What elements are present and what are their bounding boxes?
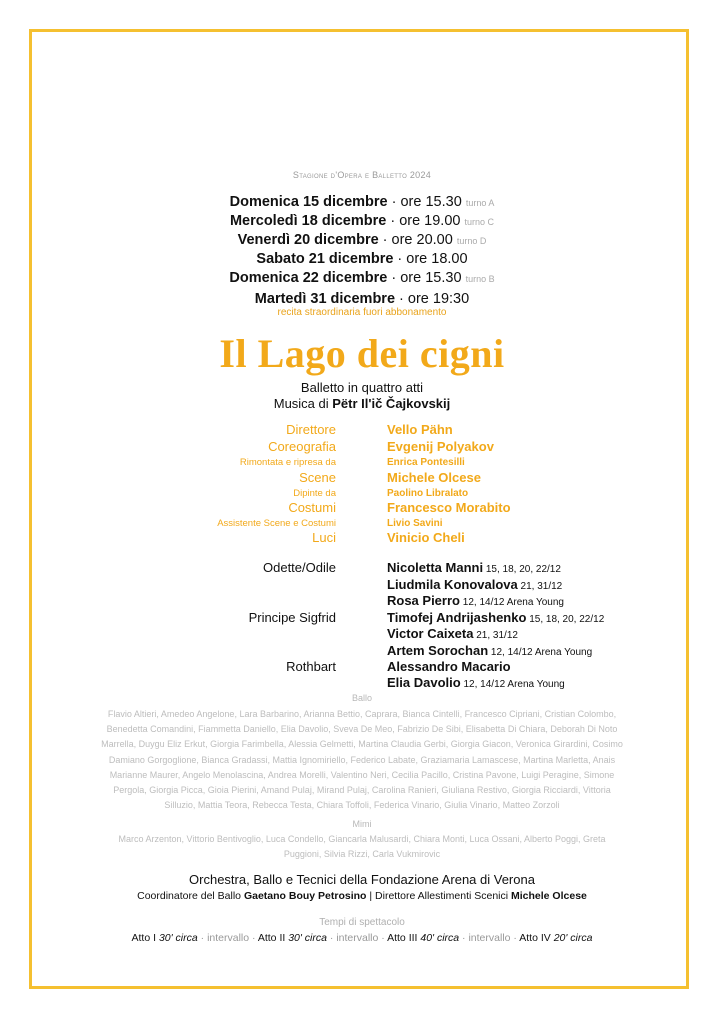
cast-row: Odette/Odile Nicoletta Manni 15, 18, 20, 22/12 <box>263 560 561 575</box>
cast-row: Elia Davolio 12, 14/12 Arena Young <box>387 675 565 690</box>
subtitle-line: Balletto in quattro atti <box>300 380 424 395</box>
date-line: Venerdì 20 dicembre · ore 20.00 turno D <box>237 232 487 248</box>
tempi-heading: Tempi di spettacolo <box>319 917 405 928</box>
date-line: Mercoledì 18 dicembre · ore 19.00 turno C <box>229 213 495 229</box>
special-note: recita straordinaria fuori abbonamento <box>277 307 447 318</box>
cast-row: Principe Sigfrid Timofej Andrijashenko 15, 18, 20, 22/12 <box>248 610 605 625</box>
ballo-members: Flavio Altieri, Amedeo Angelone, Lara Barbarino, Arianna Bettio, Caprara, Bianca Cintelli, Francesco Cipriani, Cristian Colombo, Benedetta Comandini, Fiammetta Daniello, Elia Davolio, Sveva De Meo, Fabrizio De Sibi, Elisabetta Di Chiara, Deborah Di Noto Marrella, Duygu Eliz Erkut, Giorgia Farimbella, Alessia Gelmetti, Martina Claudia Gerbi, Giorgia Giacon, Veronica Girardini, Cosimo Damiano Gorgoglione, Bianca Gradassi, Mattia Ignomiriello, Federico Labate, Graziamaria Lamascese, Martina Marletta, Anais Marianne Maurer, Angelo Menolascina, Andrea Morelli, Valentino Neri, Cecilia Pacillo, Cristina Pavone, Luigi Peragine, Simone Pergola, Giorgia Picca, Gioia Pierini, Amand Pulaj, Mirand Pulaj, Carolina Ranieri, Giuliana Restivo, Giorgia Ricciardi, Vittoria Silluzio, Mattia Teora, Rebecca Testa, Chiara Toffoli, Federica Vinario, Giulia Vinario, Matteo Zorzoli <box>101 709 623 811</box>
date-line: Sabato 21 dicembre · ore 18.00 <box>256 251 468 267</box>
subtitle <box>0 380 724 412</box>
cast-row: Victor Caixeta 21, 31/12 <box>387 626 518 641</box>
credit-row: Dipinte da Paolino Libralato <box>293 488 469 499</box>
cast-row: Liudmila Konovalova 21, 31/12 <box>387 577 563 592</box>
credit-row: Rimontata e ripresa da Enrica Pontesilli <box>239 457 465 468</box>
special-date: Martedì 31 dicembre · ore 19:30 <box>254 291 470 307</box>
season-label: Stagione d'Opera e Balletto 2024 <box>292 170 432 180</box>
cast-row: Rothbart Alessandro Macario <box>286 659 511 674</box>
mimi-heading: Mimi <box>352 819 372 829</box>
orchestra-line: Orchestra, Ballo e Tecnici della Fondazione Arena di Verona <box>189 872 535 887</box>
ballo-heading: Ballo <box>351 693 372 703</box>
credit-row: Luci Vinicio Cheli <box>312 530 465 545</box>
date-line: Domenica 22 dicembre · ore 15.30 turno B <box>229 270 495 286</box>
mimi-members: Marco Arzenton, Vittorio Bentivoglio, Luca Condello, Giancarla Malusardi, Chiara Monti, Luca Ossani, Alberto Poggi, Greta Puggioni, Silvia Rizzi, Carla Vukmirovic <box>118 834 606 860</box>
credit-row: Coreografia Evgenij Polyakov <box>268 439 494 454</box>
credit-row: Costumi Francesco Morabito <box>288 500 511 515</box>
credit-row: Direttore Vello Pähn <box>286 422 453 437</box>
performance-dates <box>0 193 724 288</box>
subtitle-line: Musica di Pëtr Il'ič Čajkovskij <box>273 396 451 411</box>
cast-row: Rosa Pierro 12, 14/12 Arena Young <box>387 593 564 608</box>
page-title: Il Lago dei cigni <box>219 331 505 376</box>
date-line: Domenica 15 dicembre · ore 15.30 turno A <box>229 194 495 210</box>
credit-row: Assistente Scene e Costumi Livio Savini <box>217 518 443 529</box>
coordinator-line: Coordinatore del Ballo Gaetano Bouy Petrosino | Direttore Allestimenti Scenici Michele Olcese <box>137 890 587 902</box>
tempi-line: Atto I 30' circa · intervallo · Atto II 30' circa · intervallo · Atto III 40' circa · intervallo · Atto IV 20' circa <box>131 932 593 944</box>
credit-row: Scene Michele Olcese <box>299 470 481 485</box>
cast-row: Artem Sorochan 12, 14/12 Arena Young <box>387 643 593 658</box>
